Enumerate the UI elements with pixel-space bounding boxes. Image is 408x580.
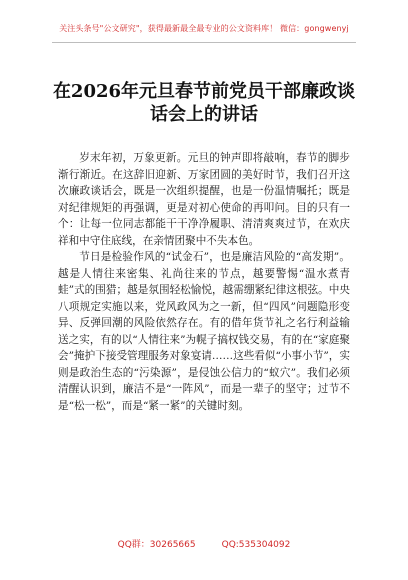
document-title: 在2026年元旦春节前党员干部廉政谈话会上的讲话	[52, 81, 356, 125]
footer-qq-group: QQ群：30265665	[117, 540, 196, 550]
header-notice: 关注头条号"公文研究"，获得最新最全最专业的公文资料库！ 微信：gongwenyj	[59, 24, 349, 33]
footer-contact	[0, 540, 408, 551]
body-paragraph: 节日是检验作风的“试金石”，也是廉洁风险的“高发期”。越是人情往来密集、礼尚往来的节点，越要警惕“温水煮青蛙”式的围猎；越是氛围轻松愉悦，越需绷紧纪律这根弦。中央八项规定实施以来，党风政风为之一新，但“四风”问题隐形变异、反弹回潮的风险依然存在。有的借年货节礼之名行利益输送之实，有的以“人情往来”为幌子搞权钱交易，有的在“家庭聚会”掩护下接受管理服务对象宴请……这些看似“小事小节”，实则是政治生态的“污染源”，是侵蚀公信力的“蚁穴”。我们必须清醒认识到，廉洁不是“一阵风”，而是一辈子的坚守；过节不是“松一松”，而是“紧一紧”的关键时刻。	[58, 251, 350, 412]
header-divider	[52, 42, 356, 43]
footer-qq: QQ:535304092	[221, 540, 291, 550]
body-paragraph: 岁末年初，万象更新。元旦的钟声即将敲响，春节的脚步渐行渐近。在这辞旧迎新、万家团圆的美好时节，我们召开这次廉政谈话会，既是一次组织提醒，也是一份温情嘱托；既是对纪律规矩的再强调，更是对初心使命的再叩问。目的只有一个：让每一位同志都能干干净净履职、清清爽爽过节，在欢庆祥和中守住底线，在亲情团聚中不失本色。	[58, 152, 350, 247]
document-body	[58, 150, 350, 414]
